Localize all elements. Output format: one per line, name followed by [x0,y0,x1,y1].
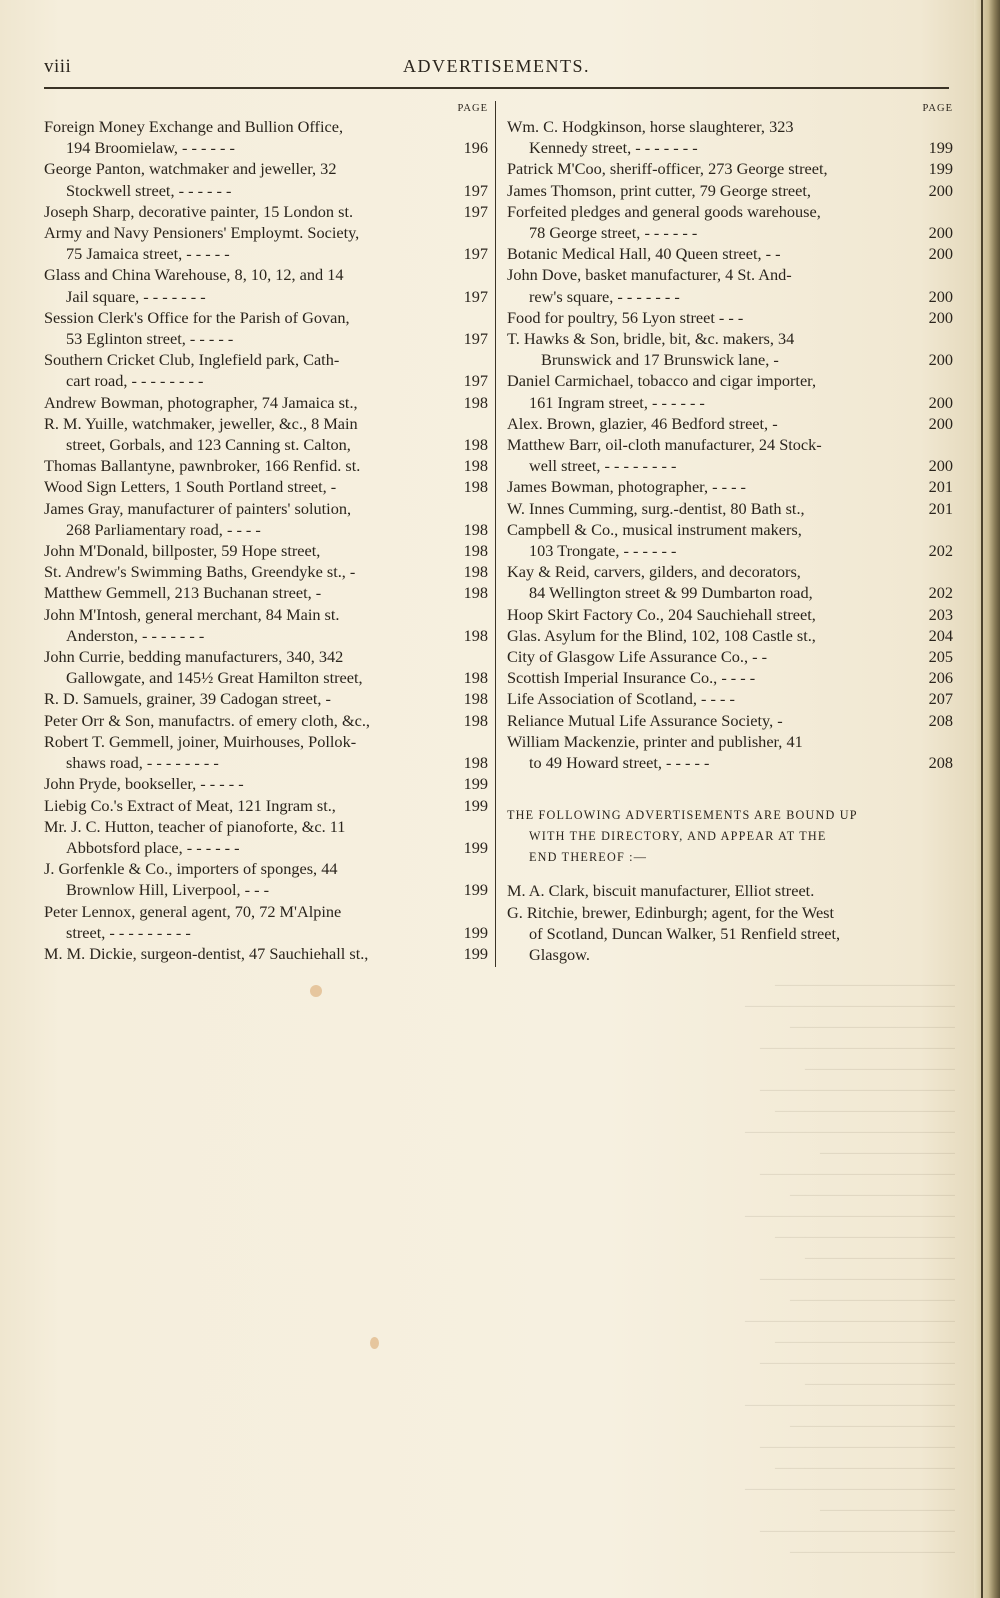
page-reference: 199 [463,774,488,794]
advert-line [44,158,488,179]
page-reference: 200 [928,456,953,476]
advert-text: Anderston, - - - - - - - [66,625,205,645]
advert-entry [507,201,953,243]
bound-line: of Scotland, Duncan Walker, 51 Renfield street, [529,923,841,943]
advert-entry [507,710,953,731]
advert-line [44,392,488,413]
advert-text: Life Association of Scotland, - - - - [507,689,735,709]
advert-entry [507,519,953,561]
advert-entry [44,901,488,943]
advert-line [507,582,953,603]
advert-line [507,158,953,179]
page-reference: 200 [928,307,953,327]
advert-entry [44,222,488,264]
advert-text: R. D. Samuels, grainer, 39 Cadogan street, - [44,689,331,709]
advert-entry [44,561,488,582]
advert-text: 78 George street, - - - - - - [529,223,698,243]
advert-text: 268 Parliamentary road, - - - - [66,519,261,539]
advert-entry [507,180,953,201]
page-reference: 200 [928,413,953,433]
advert-line [507,667,953,688]
advert-line [507,561,953,582]
advert-text: W. Innes Cumming, surg.-dentist, 80 Bath st., [507,498,805,518]
page-reference: 200 [928,180,953,200]
advert-entry [44,307,488,349]
page-reference: 199 [463,795,488,815]
page-reference: 197 [463,201,488,221]
advert-text: Peter Orr & Son, manufactrs. of emery cloth, &c., [44,710,370,730]
advert-text: Matthew Barr, oil-cloth manufacturer, 24 Stock- [507,435,822,455]
advert-line [507,307,953,328]
advert-text: M. M. Dickie, surgeon-dentist, 47 Sauchiehall st., [44,943,369,963]
advert-line [44,413,488,434]
foxing-spot [370,1337,379,1349]
advert-text: John Pryde, bookseller, - - - - - [44,774,244,794]
advert-line [44,858,488,879]
advert-entry [44,498,488,540]
advert-entry [44,349,488,391]
bound-entry [507,902,953,966]
right-entries [507,116,953,773]
advert-line [507,710,953,731]
advert-text: James Thomson, print cutter, 79 George street, [507,180,811,200]
advert-entry [507,434,953,476]
page-reference: 201 [928,498,953,518]
advert-text: well street, - - - - - - - - [529,456,677,476]
advert-text: Gallowgate, and 145½ Great Hamilton street, [66,668,363,688]
advert-text: Food for poultry, 56 Lyon street - - - [507,307,744,327]
advert-line [44,201,488,222]
advert-line [44,561,488,582]
advert-text: T. Hawks & Son, bridle, bit, &c. makers, 34 [507,329,795,349]
page-reference: 203 [928,604,953,624]
advert-text: Stockwell street, - - - - - - [66,180,232,200]
page-reference: 196 [463,138,488,158]
advert-text: Southern Cricket Club, Inglefield park, Cath- [44,350,340,370]
advert-text: City of Glasgow Life Assurance Co., - - [507,647,767,667]
advert-entry [507,476,953,497]
advert-text: Scottish Imperial Insurance Co., - - - - [507,668,756,688]
advert-entry [44,476,488,497]
page-column-label: PAGE [922,103,953,114]
page-reference: 201 [928,477,953,497]
advert-entry [44,858,488,900]
advert-line [44,180,488,201]
page-reference: 197 [463,329,488,349]
advert-line [44,731,488,752]
advert-text: shaws road, - - - - - - - - [66,753,219,773]
advert-line [507,604,953,625]
advert-line [44,370,488,391]
advert-entry [44,455,488,476]
page-reference: 199 [463,943,488,963]
advert-line [507,349,953,370]
page-reference: 208 [928,753,953,773]
advert-text: John M'Donald, billposter, 59 Hope street, [44,541,321,561]
page-reference: 200 [928,223,953,243]
advert-text: Brunswick and 17 Brunswick lane, - [541,350,779,370]
bound-entry [507,880,953,901]
advert-text: Jail square, - - - - - - - [66,286,206,306]
page-reference: 198 [463,753,488,773]
advert-line [44,455,488,476]
advert-line [507,370,953,391]
advert-line [44,688,488,709]
advert-line [507,688,953,709]
advert-entry [507,307,953,328]
advert-text: Botanic Medical Hall, 40 Queen street, - - [507,244,781,264]
advert-entry [507,561,953,603]
notice-line: THE FOLLOWING ADVERTISEMENTS ARE BOUND UP [507,808,858,823]
advert-text: Mr. J. C. Hutton, teacher of pianoforte, &c. 11 [44,816,346,836]
foxing-spot [310,985,322,997]
advert-line [507,752,953,773]
bound-line: G. Ritchie, brewer, Edinburgh; agent, for the West [507,902,835,922]
page-column-label: PAGE [457,103,488,114]
advert-entry [507,604,953,625]
advert-entry [44,413,488,455]
advert-line [507,243,953,264]
page-reference: 199 [463,922,488,942]
header-rule [44,87,949,89]
advert-text: Foreign Money Exchange and Bullion Office, [44,117,344,136]
advert-entry [44,731,488,773]
advert-entry [507,328,953,370]
page-number: viii [44,56,72,77]
bound-line: Glasgow. [529,944,590,964]
advert-entry [507,667,953,688]
advert-entry [507,116,953,158]
advert-text: Peter Lennox, general agent, 70, 72 M'Alpine [44,901,342,921]
advert-entry [44,582,488,603]
advert-line [44,349,488,370]
page-reference: 197 [463,180,488,200]
advert-line [44,286,488,307]
advert-line [507,519,953,540]
advert-line [44,137,488,158]
advert-line [44,434,488,455]
advert-entry [44,710,488,731]
advert-entry [44,816,488,858]
page-reference: 200 [928,286,953,306]
advert-line [44,879,488,900]
notice-line: WITH THE DIRECTORY, AND APPEAR AT THE [529,829,827,844]
page-reference: 200 [928,244,953,264]
advert-line [44,116,488,137]
advert-line [44,307,488,328]
advert-text: Wm. C. Hodgkinson, horse slaughterer, 323 [507,117,794,136]
advert-text: Reliance Mutual Life Assurance Society, - [507,710,783,730]
page-reference: 199 [463,880,488,900]
page-reference: 200 [928,350,953,370]
advert-entry [507,413,953,434]
advert-text: 194 Broomielaw, - - - - - - [66,138,235,158]
advert-text: Joseph Sharp, decorative painter, 15 London st. [44,201,354,221]
advert-line [44,901,488,922]
advert-text: Session Clerk's Office for the Parish of Govan, [44,307,350,327]
advert-line [44,773,488,794]
page-edge-shadow [974,0,1000,1598]
running-title: ADVERTISEMENTS. [403,56,590,76]
page-reference: 204 [928,625,953,645]
advert-line [44,816,488,837]
advert-text: Patrick M'Coo, sheriff-officer, 273 George street, [507,159,828,179]
advert-text: Army and Navy Pensioners' Employmt. Society, [44,223,360,243]
advert-entry [44,264,488,306]
advert-text: James Bowman, photographer, - - - - [507,477,746,497]
page-reference: 198 [463,519,488,539]
advert-text: James Gray, manufacturer of painters' solution, [44,498,352,518]
advert-text: Matthew Gemmell, 213 Buchanan street, - [44,583,322,603]
column-divider [495,101,496,967]
bound-notice [507,805,953,868]
advert-text: Daniel Carmichael, tobacco and cigar importer, [507,371,817,391]
advert-line [507,137,953,158]
advert-line [44,837,488,858]
advert-line [507,222,953,243]
advert-text: Kennedy street, - - - - - - - [529,138,698,158]
advert-line [507,264,953,285]
advert-line [507,540,953,561]
advert-line [44,582,488,603]
advert-entry [44,201,488,222]
advert-line [44,540,488,561]
advert-entry [507,243,953,264]
advert-text: Glas. Asylum for the Blind, 102, 108 Castle st., [507,625,816,645]
advert-entry [507,264,953,306]
advert-line [507,328,953,349]
advert-text: Glass and China Warehouse, 8, 10, 12, and 14 [44,265,344,285]
advert-line [44,710,488,731]
advert-line [44,498,488,519]
advert-line [507,455,953,476]
advert-text: J. Gorfenkle & Co., importers of sponges, 44 [44,859,338,879]
advert-entry [44,540,488,561]
page-reference: 205 [928,647,953,667]
advert-line [507,476,953,497]
advert-text: rew's square, - - - - - - - [529,286,680,306]
advert-text: William Mackenzie, printer and publisher, 41 [507,731,803,751]
bound-line: M. A. Clark, biscuit manufacturer, Elliot street. [507,881,815,901]
advert-text: Forfeited pledges and general goods warehouse, [507,201,821,221]
page-reference: 197 [463,286,488,306]
page-reference: 198 [463,435,488,455]
advert-text: Thomas Ballantyne, pawnbroker, 166 Renfid. st. [44,456,361,476]
advert-text: Andrew Bowman, photographer, 74 Jamaica st., [44,392,358,412]
page-reference: 199 [928,138,953,158]
page-reference: 197 [463,371,488,391]
advert-text: John Currie, bedding manufacturers, 340, 342 [44,647,344,667]
advert-line [507,434,953,455]
page-reference: 206 [928,668,953,688]
page-reference: 199 [463,837,488,857]
advert-line [44,625,488,646]
page-reference: 208 [928,710,953,730]
advert-text: Abbotsford place, - - - - - - [66,837,240,857]
advert-line [507,201,953,222]
advert-line [44,922,488,943]
advert-entry [507,498,953,519]
page-reference: 198 [463,710,488,730]
page-reference: 198 [463,456,488,476]
advert-line [507,116,953,137]
advert-entry [507,731,953,773]
advert-text: Brownlow Hill, Liverpool, - - - [66,880,270,900]
advert-entry [44,604,488,646]
left-column [44,101,488,964]
advert-text: Wood Sign Letters, 1 South Portland street, - [44,477,337,497]
advert-text: St. Andrew's Swimming Baths, Greendyke st., - [44,562,356,582]
advert-line [44,243,488,264]
advert-entry [44,116,488,158]
notice-line: END THEREOF :— [529,850,648,865]
advert-line [44,476,488,497]
advert-entry [44,392,488,413]
page-reference: 198 [463,562,488,582]
advert-line [44,222,488,243]
page-reference: 202 [928,583,953,603]
page-reference: 198 [463,668,488,688]
advert-entry [44,795,488,816]
advert-entry [44,158,488,200]
advert-text: John Dove, basket manufacturer, 4 St. And- [507,265,792,285]
right-column [507,101,953,965]
advert-entry [507,688,953,709]
advert-text: Campbell & Co., musical instrument makers, [507,519,802,539]
advert-text: 53 Eglinton street, - - - - - [66,329,234,349]
advert-entry [507,158,953,179]
page-reference: 200 [928,392,953,412]
page-reference: 198 [463,583,488,603]
advert-line [44,328,488,349]
advert-line [507,625,953,646]
advert-entry [507,646,953,667]
advert-text: George Panton, watchmaker and jeweller, 32 [44,159,337,179]
advert-text: John M'Intosh, general merchant, 84 Main st. [44,604,340,624]
advert-entry [507,625,953,646]
advert-line [44,943,488,964]
advert-line [507,646,953,667]
advert-text: cart road, - - - - - - - - [66,371,204,391]
page-header [44,56,949,82]
advert-line [44,264,488,285]
page-reference: 198 [463,541,488,561]
advert-text: 84 Wellington street & 99 Dumbarton road, [529,583,813,603]
advert-line [44,795,488,816]
advert-line [507,498,953,519]
advert-line [44,519,488,540]
advert-text: 75 Jamaica street, - - - - - [66,244,230,264]
page-reference: 198 [463,689,488,709]
advert-line [507,392,953,413]
advert-entry [44,646,488,688]
page-reference: 199 [928,159,953,179]
advert-text: Liebig Co.'s Extract of Meat, 121 Ingram st., [44,795,336,815]
page-reference: 198 [463,625,488,645]
advert-line [507,731,953,752]
advert-text: 161 Ingram street, - - - - - - [529,392,705,412]
page-reference: 197 [463,244,488,264]
advert-text: Alex. Brown, glazier, 46 Bedford street, - [507,413,778,433]
binding-edge [981,0,983,1598]
advert-text: to 49 Howard street, - - - - - [529,753,710,773]
page-reference: 202 [928,541,953,561]
advert-entry [44,943,488,964]
advert-line [507,180,953,201]
advert-line [44,646,488,667]
advert-line [44,752,488,773]
advert-line [507,286,953,307]
advert-text: Hoop Skirt Factory Co., 204 Sauchiehall street, [507,604,816,624]
bound-advertisements [507,880,953,965]
page-reference: 207 [928,689,953,709]
advert-text: Kay & Reid, carvers, gilders, and decorators, [507,562,801,582]
advert-text: 103 Trongate, - - - - - - [529,541,677,561]
advert-text: street, Gorbals, and 123 Canning st. Calton, [66,435,351,455]
advert-text: R. M. Yuille, watchmaker, jeweller, &c., 8 Main [44,413,358,433]
advert-text: street, - - - - - - - - - [66,922,191,942]
advert-line [44,604,488,625]
advert-line [507,413,953,434]
page-reference: 198 [463,477,488,497]
advert-entry [44,773,488,794]
advert-line [44,667,488,688]
advert-entry [44,688,488,709]
advert-text: Robert T. Gemmell, joiner, Muirhouses, Pollok- [44,731,357,751]
page-reference: 198 [463,392,488,412]
advert-entry [507,370,953,412]
